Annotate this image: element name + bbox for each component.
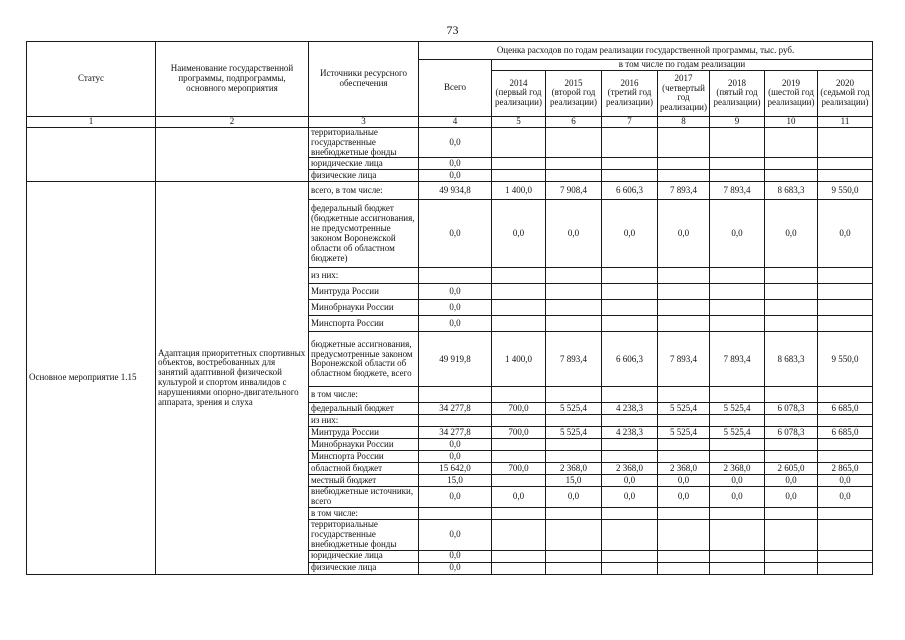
header-year — [602, 70, 658, 116]
source-cell: физические лица — [309, 170, 419, 182]
year-value-cell — [710, 508, 765, 520]
year-value-cell — [818, 562, 873, 574]
total-cell: 0,0 — [419, 158, 492, 170]
name-cell-empty — [156, 127, 309, 182]
year-value-cell — [546, 451, 602, 463]
year-value-cell — [710, 562, 765, 574]
year-value-cell — [602, 562, 658, 574]
year-value-cell — [546, 158, 602, 170]
year-value-cell — [546, 550, 602, 562]
source-cell: Минобрнауки России — [309, 439, 419, 451]
year-value-cell: 0,0 — [710, 475, 765, 487]
year-value-cell — [818, 268, 873, 284]
header-year — [492, 70, 546, 116]
year-value-cell: 700,0 — [492, 463, 546, 475]
year-value-cell — [602, 158, 658, 170]
year-value-cell: 1 400,0 — [492, 332, 546, 387]
year-value-cell — [765, 127, 818, 158]
year-value-cell — [658, 316, 710, 332]
column-number: 2 — [156, 116, 309, 127]
year-value-cell — [546, 562, 602, 574]
column-number: 5 — [492, 116, 546, 127]
year-value-cell — [818, 387, 873, 403]
year-value-cell: 7 908,4 — [546, 182, 602, 200]
year-value-cell: 0,0 — [818, 200, 873, 268]
source-cell: Минобрнауки России — [309, 300, 419, 316]
total-cell: 34 277,8 — [419, 403, 492, 415]
year-value-cell — [818, 520, 873, 551]
year-value-cell: 700,0 — [492, 427, 546, 439]
column-number: 7 — [602, 116, 658, 127]
year-value-cell — [658, 550, 710, 562]
column-number: 4 — [419, 116, 492, 127]
year-value-cell — [546, 508, 602, 520]
year-value-cell — [658, 415, 710, 427]
year-value-cell: 0,0 — [546, 200, 602, 268]
total-cell: 0,0 — [419, 487, 492, 508]
year-value-cell: 5 525,4 — [658, 403, 710, 415]
year-value-cell — [602, 127, 658, 158]
year-value-cell: 5 525,4 — [710, 427, 765, 439]
total-cell: 15,0 — [419, 475, 492, 487]
header-year-note: (четвертый год реализации) — [660, 82, 707, 113]
source-cell: всего, в том числе: — [309, 182, 419, 200]
total-cell: 0,0 — [419, 316, 492, 332]
header-year-value: 2014 — [509, 77, 528, 88]
source-cell: юридические лица — [309, 550, 419, 562]
source-cell: федеральный бюджет — [309, 403, 419, 415]
year-value-cell — [765, 387, 818, 403]
header-year-value: 2018 — [728, 77, 746, 88]
header-year-value: 2017 — [674, 72, 693, 83]
source-cell: в том числе: — [309, 508, 419, 520]
year-value-cell: 8 683,3 — [765, 182, 818, 200]
year-value-cell — [602, 550, 658, 562]
year-value-cell — [492, 475, 546, 487]
year-value-cell — [602, 439, 658, 451]
year-value-cell: 5 525,4 — [658, 427, 710, 439]
year-value-cell — [710, 520, 765, 551]
header-year-note: (седьмой год реализации) — [820, 87, 870, 108]
year-value-cell — [546, 387, 602, 403]
year-value-cell — [602, 268, 658, 284]
year-value-cell: 0,0 — [658, 487, 710, 508]
year-value-cell: 0,0 — [602, 200, 658, 268]
year-value-cell: 0,0 — [492, 487, 546, 508]
source-cell: внебюджетные источники, всего — [309, 487, 419, 508]
total-cell: 0,0 — [419, 439, 492, 451]
year-value-cell — [765, 300, 818, 316]
year-value-cell — [492, 300, 546, 316]
year-value-cell: 8 683,3 — [765, 332, 818, 387]
year-value-cell — [710, 170, 765, 182]
column-number: 8 — [658, 116, 710, 127]
year-value-cell — [492, 451, 546, 463]
source-cell: территориальные государственные внебюджетные фонды — [309, 520, 419, 551]
year-value-cell: 2 368,0 — [602, 463, 658, 475]
year-value-cell — [546, 439, 602, 451]
year-value-cell: 0,0 — [602, 475, 658, 487]
year-value-cell — [492, 508, 546, 520]
year-value-cell — [765, 415, 818, 427]
year-value-cell: 7 893,4 — [710, 332, 765, 387]
year-value-cell: 7 893,4 — [658, 182, 710, 200]
header-estimate: Оценка расходов по годам реализации государственной программы, тыс. руб. — [419, 42, 873, 60]
measure-name: Адаптация приоритетных спортивных объектов, востребованных для занятий адаптивной физической культурой и спортом инвалидов с нарушениями опорно-двигательного аппарата, зрения и слуха — [156, 182, 309, 574]
status-cell-empty — [27, 127, 156, 182]
source-cell: физические лица — [309, 562, 419, 574]
year-value-cell: 2 865,0 — [818, 463, 873, 475]
source-cell: бюджетные ассигнования, предусмотренные законом Воронежской области об областном бюджете, всего — [309, 332, 419, 387]
year-value-cell — [710, 284, 765, 300]
total-cell: 34 277,8 — [419, 427, 492, 439]
source-cell: Минтруда России — [309, 427, 419, 439]
source-cell: Минспорта России — [309, 316, 419, 332]
total-cell: 15 642,0 — [419, 463, 492, 475]
page-number: 73 — [446, 23, 459, 37]
source-cell: областной бюджет — [309, 463, 419, 475]
year-value-cell — [765, 268, 818, 284]
year-value-cell — [818, 451, 873, 463]
header-year — [546, 70, 602, 116]
total-cell: 0,0 — [419, 562, 492, 574]
year-value-cell: 4 238,3 — [602, 403, 658, 415]
source-cell: из них: — [309, 268, 419, 284]
source-cell: в том числе: — [309, 387, 419, 403]
total-cell: 0,0 — [419, 451, 492, 463]
year-value-cell: 0,0 — [710, 200, 765, 268]
year-value-cell — [492, 387, 546, 403]
year-value-cell — [658, 268, 710, 284]
year-value-cell: 5 525,4 — [710, 403, 765, 415]
header-year — [818, 70, 873, 116]
year-value-cell: 0,0 — [818, 475, 873, 487]
year-value-cell — [546, 170, 602, 182]
year-value-cell: 700,0 — [492, 403, 546, 415]
year-value-cell — [710, 300, 765, 316]
year-value-cell: 5 525,4 — [546, 403, 602, 415]
year-value-cell: 0,0 — [658, 200, 710, 268]
year-value-cell — [492, 439, 546, 451]
year-value-cell — [492, 158, 546, 170]
year-value-cell: 0,0 — [710, 487, 765, 508]
year-value-cell — [658, 170, 710, 182]
year-value-cell — [602, 170, 658, 182]
source-cell: Минтруда России — [309, 284, 419, 300]
year-value-cell: 6 606,3 — [602, 332, 658, 387]
year-value-cell — [710, 387, 765, 403]
source-cell: Минспорта России — [309, 451, 419, 463]
year-value-cell — [546, 127, 602, 158]
year-value-cell — [765, 451, 818, 463]
year-value-cell — [658, 520, 710, 551]
column-number: 6 — [546, 116, 602, 127]
year-value-cell — [818, 284, 873, 300]
year-value-cell: 6 078,3 — [765, 403, 818, 415]
total-cell — [419, 508, 492, 520]
source-cell: федеральный бюджет (бюджетные ассигнования, не предусмотренные законом Воронежской области об областном бюджете) — [309, 200, 419, 268]
year-value-cell — [492, 550, 546, 562]
year-value-cell — [492, 520, 546, 551]
column-number: 9 — [710, 116, 765, 127]
table-row — [27, 127, 873, 158]
year-value-cell — [602, 387, 658, 403]
header-status: Статус — [27, 42, 156, 117]
year-value-cell: 2 605,0 — [765, 463, 818, 475]
year-value-cell: 2 368,0 — [546, 463, 602, 475]
header-year-note: (шестой год реализации) — [767, 87, 815, 108]
total-cell: 0,0 — [419, 520, 492, 551]
header-year-value: 2015 — [564, 77, 583, 88]
year-value-cell — [765, 316, 818, 332]
year-value-cell — [818, 550, 873, 562]
year-value-cell — [818, 316, 873, 332]
column-number: 1 — [27, 116, 156, 127]
year-value-cell — [818, 158, 873, 170]
year-value-cell: 7 893,4 — [710, 182, 765, 200]
year-value-cell: 0,0 — [765, 475, 818, 487]
total-cell: 0,0 — [419, 550, 492, 562]
year-value-cell — [658, 562, 710, 574]
table-row — [27, 182, 873, 200]
year-value-cell — [658, 508, 710, 520]
year-value-cell — [546, 316, 602, 332]
column-number: 10 — [765, 116, 818, 127]
year-value-cell — [658, 439, 710, 451]
header-year-note: (первый год реализации) — [495, 87, 542, 108]
year-value-cell — [658, 451, 710, 463]
year-value-cell — [602, 316, 658, 332]
year-value-cell: 9 550,0 — [818, 332, 873, 387]
year-value-cell — [710, 451, 765, 463]
column-number: 3 — [309, 116, 419, 127]
year-value-cell — [602, 508, 658, 520]
header-year-value: 2020 — [836, 77, 854, 88]
year-value-cell: 7 893,4 — [658, 332, 710, 387]
year-value-cell: 0,0 — [765, 200, 818, 268]
header-year-note: (третий год реализации) — [606, 87, 653, 108]
year-value-cell — [765, 439, 818, 451]
year-value-cell — [492, 415, 546, 427]
year-value-cell: 6 685,0 — [818, 427, 873, 439]
year-value-cell — [658, 158, 710, 170]
year-value-cell — [710, 316, 765, 332]
year-value-cell — [546, 415, 602, 427]
year-value-cell — [765, 158, 818, 170]
year-value-cell — [765, 520, 818, 551]
year-value-cell — [602, 451, 658, 463]
total-cell: 0,0 — [419, 300, 492, 316]
year-value-cell: 0,0 — [818, 487, 873, 508]
total-cell — [419, 268, 492, 284]
header-year-value: 2016 — [620, 77, 639, 88]
year-value-cell — [818, 508, 873, 520]
header-name: Наименование государственной программы, подпрограммы, основного мероприятия — [156, 42, 309, 117]
year-value-cell: 0,0 — [492, 200, 546, 268]
year-value-cell: 1 400,0 — [492, 182, 546, 200]
year-value-cell — [492, 562, 546, 574]
year-value-cell — [546, 284, 602, 300]
measure-status: Основное мероприятие 1.15 — [27, 182, 156, 574]
year-value-cell: 0,0 — [658, 475, 710, 487]
year-value-cell — [602, 520, 658, 551]
year-value-cell — [818, 127, 873, 158]
total-cell: 49 934,8 — [419, 182, 492, 200]
year-value-cell: 6 078,3 — [765, 427, 818, 439]
year-value-cell — [492, 316, 546, 332]
total-cell — [419, 415, 492, 427]
year-value-cell: 6 606,3 — [602, 182, 658, 200]
year-value-cell: 0,0 — [765, 487, 818, 508]
year-value-cell — [765, 562, 818, 574]
year-value-cell — [818, 415, 873, 427]
year-value-cell: 5 525,4 — [546, 427, 602, 439]
year-value-cell: 6 685,0 — [818, 403, 873, 415]
year-value-cell — [492, 268, 546, 284]
year-value-cell: 0,0 — [602, 487, 658, 508]
year-value-cell — [546, 300, 602, 316]
year-value-cell — [710, 550, 765, 562]
year-value-cell — [602, 415, 658, 427]
expenditure-table — [26, 41, 873, 575]
column-number: 11 — [818, 116, 873, 127]
year-value-cell — [658, 284, 710, 300]
year-value-cell — [710, 158, 765, 170]
year-value-cell — [765, 170, 818, 182]
header-year — [710, 70, 765, 116]
total-cell: 0,0 — [419, 127, 492, 158]
header-year-value: 2019 — [782, 77, 800, 88]
year-value-cell — [492, 127, 546, 158]
year-value-cell — [765, 508, 818, 520]
year-value-cell — [765, 550, 818, 562]
year-value-cell — [658, 300, 710, 316]
source-cell: из них: — [309, 415, 419, 427]
year-value-cell — [546, 268, 602, 284]
total-cell: 0,0 — [419, 284, 492, 300]
header-by-years: в том числе по годам реализации — [492, 60, 873, 71]
year-value-cell — [492, 284, 546, 300]
year-value-cell: 2 368,0 — [658, 463, 710, 475]
year-value-cell — [546, 520, 602, 551]
source-cell: юридические лица — [309, 158, 419, 170]
year-value-cell — [658, 387, 710, 403]
year-value-cell: 4 238,3 — [602, 427, 658, 439]
year-value-cell — [765, 284, 818, 300]
year-value-cell: 7 893,4 — [546, 332, 602, 387]
year-value-cell — [602, 300, 658, 316]
year-value-cell: 15,0 — [546, 475, 602, 487]
total-cell: 0,0 — [419, 170, 492, 182]
total-cell: 0,0 — [419, 200, 492, 268]
year-value-cell — [818, 300, 873, 316]
year-value-cell — [710, 127, 765, 158]
year-value-cell — [492, 170, 546, 182]
year-value-cell — [710, 415, 765, 427]
header-year — [765, 70, 818, 116]
year-value-cell — [818, 170, 873, 182]
year-value-cell: 9 550,0 — [818, 182, 873, 200]
year-value-cell — [818, 439, 873, 451]
year-value-cell — [602, 284, 658, 300]
header-year-note: (второй год реализации) — [550, 87, 597, 108]
source-cell: местный бюджет — [309, 475, 419, 487]
year-value-cell: 0,0 — [546, 487, 602, 508]
header-year-note: (пятый год реализации) — [713, 87, 761, 108]
total-cell: 49 919,8 — [419, 332, 492, 387]
header-year — [658, 70, 710, 116]
year-value-cell — [710, 439, 765, 451]
header-sources: Источники ресурсного обеспечения — [309, 42, 419, 117]
year-value-cell — [710, 268, 765, 284]
source-cell: территориальные государственные внебюджетные фонды — [309, 127, 419, 158]
total-cell — [419, 387, 492, 403]
year-value-cell: 2 368,0 — [710, 463, 765, 475]
header-total: Всего — [419, 60, 492, 117]
year-value-cell — [658, 127, 710, 158]
